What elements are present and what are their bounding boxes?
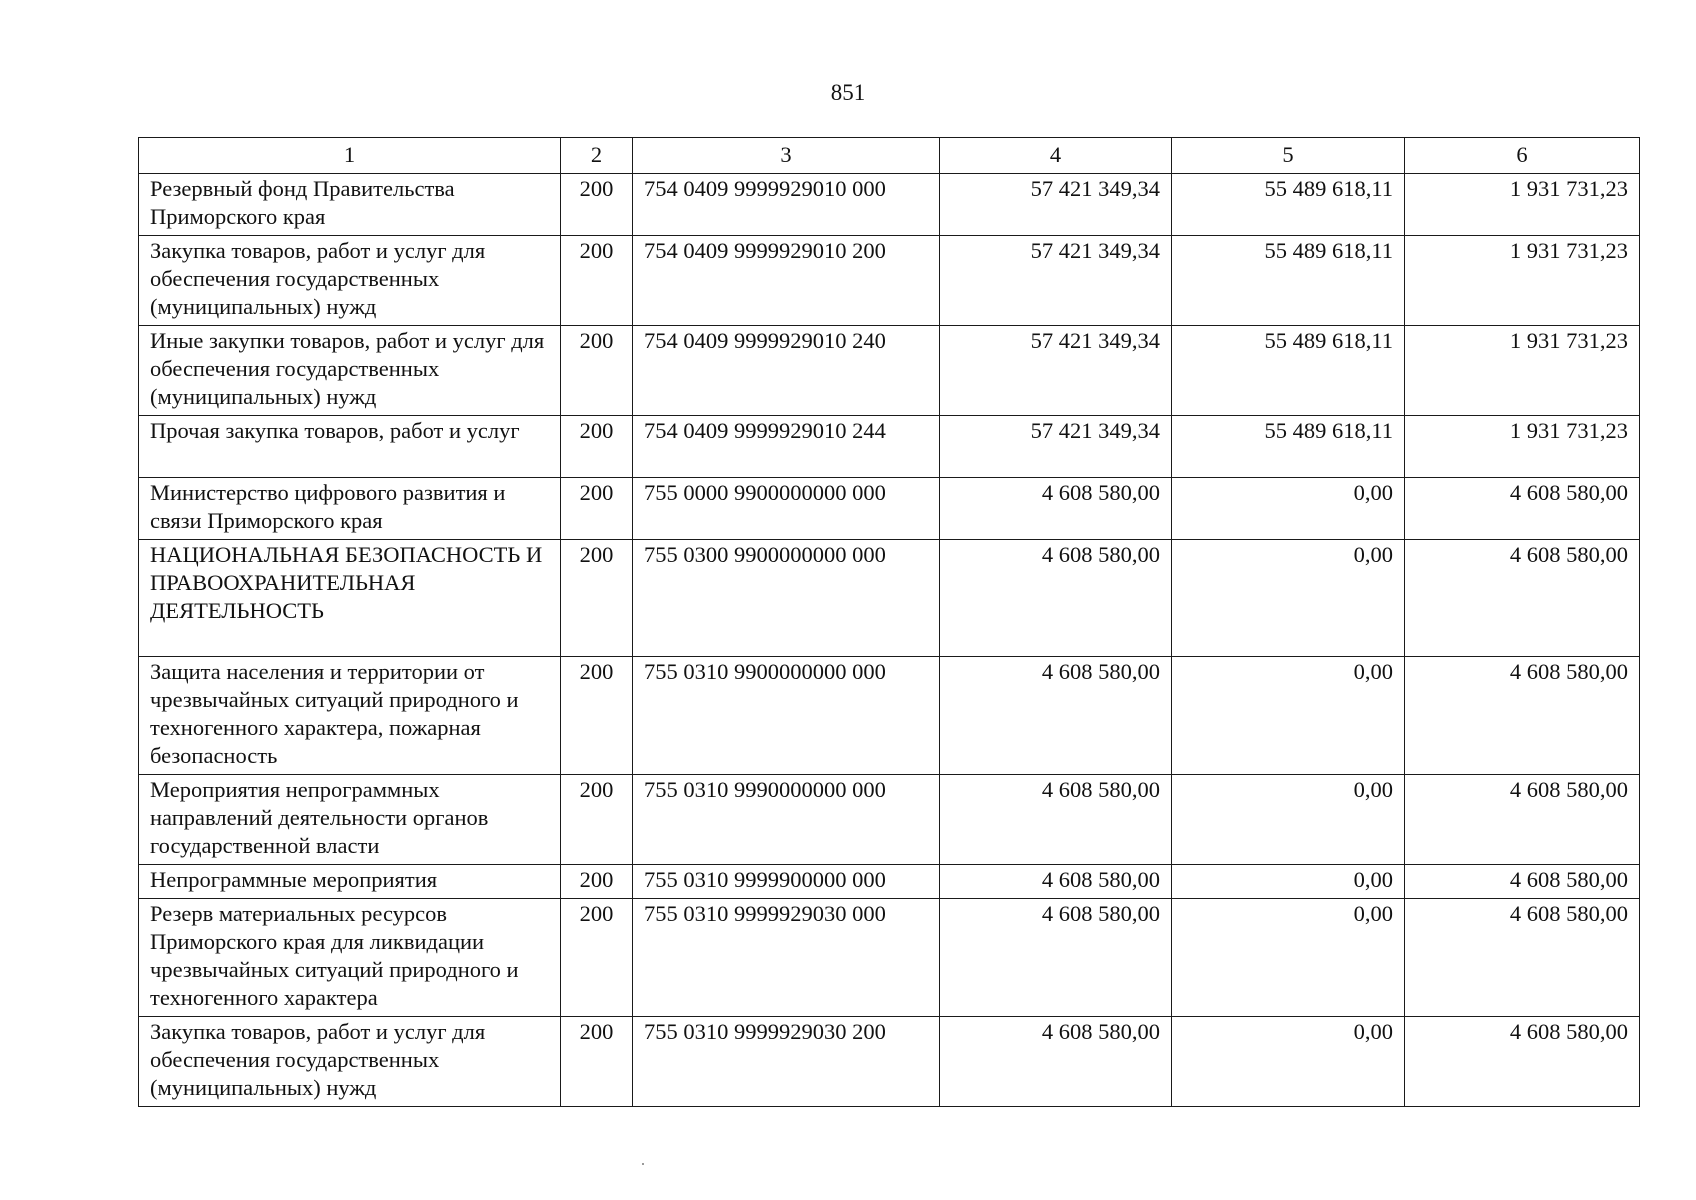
row-col6: 4 608 580,00 [1405,657,1640,775]
row-name: Министерство цифрового развития и связи Приморского края [139,478,561,540]
table-body [139,174,1640,1107]
column-header: 6 [1405,138,1640,174]
table-row [139,326,1640,416]
row-col5: 0,00 [1172,1017,1405,1107]
row-col4: 4 608 580,00 [940,865,1172,899]
row-col5: 0,00 [1172,775,1405,865]
row-code: 755 0000 9900000000 000 [633,478,940,540]
row-grbs: 200 [561,775,633,865]
row-col4: 57 421 349,34 [940,326,1172,416]
row-name: Резервный фонд Правительства Приморского края [139,174,561,236]
scan-speck [642,1163,644,1165]
row-code: 754 0409 9999929010 000 [633,174,940,236]
table-row [139,478,1640,540]
row-col6: 4 608 580,00 [1405,865,1640,899]
row-grbs: 200 [561,865,633,899]
table-row [139,236,1640,326]
row-col4: 4 608 580,00 [940,1017,1172,1107]
row-name: Защита населения и территории от чрезвычайных ситуаций природного и техногенного характера, пожарная безопасность [139,657,561,775]
row-name: Закупка товаров, работ и услуг для обеспечения государственных (муниципальных) нужд [139,1017,561,1107]
row-grbs: 200 [561,478,633,540]
row-col5: 0,00 [1172,657,1405,775]
row-col4: 4 608 580,00 [940,478,1172,540]
row-col5: 55 489 618,11 [1172,416,1405,478]
row-col4: 4 608 580,00 [940,899,1172,1017]
row-name: Непрограммные мероприятия [139,865,561,899]
row-name: Иные закупки товаров, работ и услуг для обеспечения государственных (муниципальных) нужд [139,326,561,416]
column-header: 2 [561,138,633,174]
row-col5: 0,00 [1172,865,1405,899]
row-col6: 4 608 580,00 [1405,540,1640,657]
row-code: 755 0310 9900000000 000 [633,657,940,775]
row-code: 754 0409 9999929010 244 [633,416,940,478]
table-row [139,174,1640,236]
row-grbs: 200 [561,236,633,326]
table-row [139,865,1640,899]
table-row [139,1017,1640,1107]
column-header: 1 [139,138,561,174]
row-grbs: 200 [561,899,633,1017]
column-header: 5 [1172,138,1405,174]
row-code: 755 0310 9999900000 000 [633,865,940,899]
table-row [139,899,1640,1017]
row-col5: 0,00 [1172,540,1405,657]
table-header-row [139,138,1640,174]
row-col4: 4 608 580,00 [940,657,1172,775]
row-name: НАЦИОНАЛЬНАЯ БЕЗОПАСНОСТЬ И ПРАВООХРАНИТЕЛЬНАЯ ДЕЯТЕЛЬНОСТЬ [139,540,561,657]
row-col6: 1 931 731,23 [1405,326,1640,416]
budget-table [138,137,1640,1107]
column-header: 3 [633,138,940,174]
row-col6: 4 608 580,00 [1405,1017,1640,1107]
row-grbs: 200 [561,1017,633,1107]
row-code: 755 0300 9900000000 000 [633,540,940,657]
row-col4: 57 421 349,34 [940,416,1172,478]
table-row [139,775,1640,865]
row-col6: 4 608 580,00 [1405,478,1640,540]
row-col4: 4 608 580,00 [940,540,1172,657]
table-row [139,540,1640,657]
row-code: 754 0409 9999929010 240 [633,326,940,416]
row-col4: 57 421 349,34 [940,174,1172,236]
row-col5: 55 489 618,11 [1172,326,1405,416]
row-grbs: 200 [561,326,633,416]
row-name: Закупка товаров, работ и услуг для обеспечения государственных (муниципальных) нужд [139,236,561,326]
row-code: 755 0310 9990000000 000 [633,775,940,865]
row-grbs: 200 [561,657,633,775]
row-col6: 1 931 731,23 [1405,416,1640,478]
row-code: 755 0310 9999929030 000 [633,899,940,1017]
table-row [139,416,1640,478]
row-name: Резерв материальных ресурсов Приморского края для ликвидации чрезвычайных ситуаций природного и техногенного характера [139,899,561,1017]
row-col5: 55 489 618,11 [1172,174,1405,236]
row-col4: 57 421 349,34 [940,236,1172,326]
row-col6: 1 931 731,23 [1405,174,1640,236]
row-col6: 1 931 731,23 [1405,236,1640,326]
row-name: Мероприятия непрограммных направлений деятельности органов государственной власти [139,775,561,865]
row-grbs: 200 [561,416,633,478]
row-col6: 4 608 580,00 [1405,899,1640,1017]
row-col5: 0,00 [1172,899,1405,1017]
row-grbs: 200 [561,540,633,657]
row-code: 754 0409 9999929010 200 [633,236,940,326]
row-grbs: 200 [561,174,633,236]
row-col6: 4 608 580,00 [1405,775,1640,865]
table-row [139,657,1640,775]
row-col4: 4 608 580,00 [940,775,1172,865]
column-header: 4 [940,138,1172,174]
row-col5: 55 489 618,11 [1172,236,1405,326]
row-name: Прочая закупка товаров, работ и услуг [139,416,561,478]
row-code: 755 0310 9999929030 200 [633,1017,940,1107]
row-col5: 0,00 [1172,478,1405,540]
page-number: 851 [830,80,866,105]
